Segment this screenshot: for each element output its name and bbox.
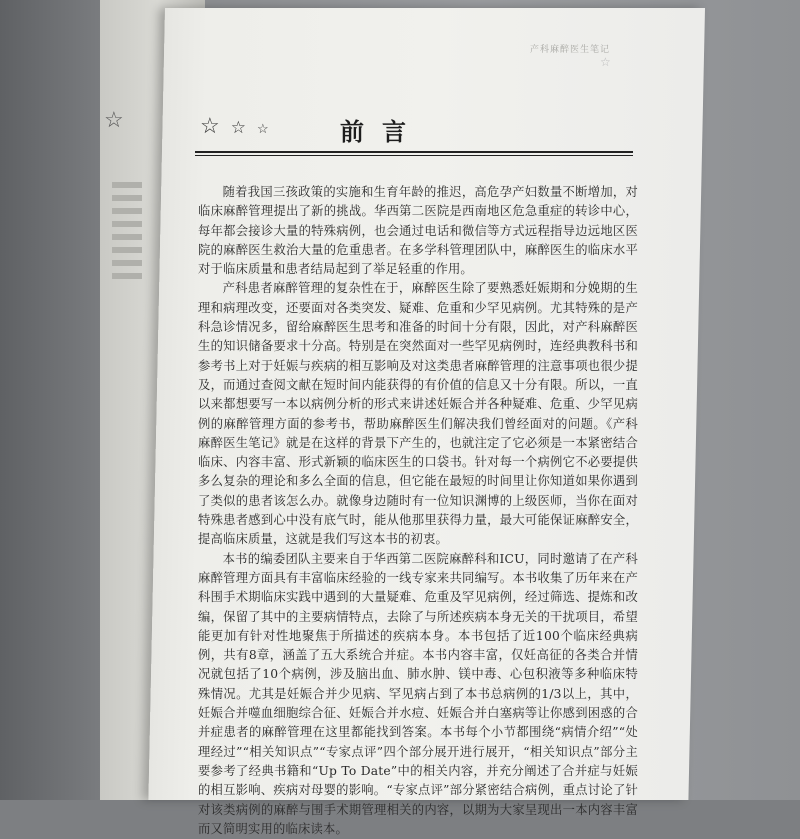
heading-stars [200, 114, 271, 139]
left-page-star-icon: ☆ [104, 108, 124, 133]
chapter-heading [200, 112, 630, 152]
paragraph: 产科患者麻醉管理的复杂性在于，麻醉医生除了要熟悉妊娠期和分娩期的生理和病理改变，还要面对各类突发、疑难、危重和少罕见病例。尤其特殊的是产科急诊情况多，留给麻醉医生思考和准备的时间十分有限，因此，对产科麻醉医生的知识储备要求十分高。特别是在突然面对一些罕见病例时，连经典教科书和参考书上对于妊娠与疾病的相互影响及对这类患者麻醉管理的注意事项也很少提及，而通过查阅文献在短时间内能获得的有价值的信息又十分有限。所以，一直以来都想要写一本以病例分析的形式来讲述妊娠合并各种疑难、危重、少罕见病例的麻醉管理方面的参考书，帮助麻醉医生们解决我们曾经面对的问题。《产科麻醉医生笔记》就是在这样的背景下产生的，也就注定了它必须是一本紧密结合临床、内容丰富、形式新颖的临床医生的口袋书。针对每一个病例它不必要提供多么复杂的理论和多么全面的信息，但它能在最短的时间里让你知道如果你遇到了类似的患者该怎么办。就像身边随时有一位知识渊博的上级医师，当你在面对特殊患者感到心中没有底气时，能从他那里获得力量，最大可能保证麻醉安全，提高临床质量，这就是我们写这本书的初衷。 [198, 281, 638, 547]
corner-star-icon: ☆ [600, 55, 611, 69]
star-icon: ☆ [200, 114, 222, 139]
left-page-text-fragments [112, 175, 142, 286]
heading-rule-thick [195, 151, 633, 153]
page-title: 前言 [340, 118, 424, 146]
star-icon: ☆ [230, 118, 248, 138]
preface-body [198, 183, 638, 839]
paragraph: 随着我国三孩政策的实施和生育年龄的推迟，高危孕产妇数量不断增加，对临床麻醉管理提出了新的挑战。华西第二医院是西南地区危急重症的转诊中心，每年都会接诊大量的特殊病例，也会通过电话和微信等方式远程指导边远地区医院的麻醉医生救治大量的危重患者。在多学科管理团队中，麻醉医生的临床水平对于临床质量和患者结局起到了举足轻重的作用。 [198, 185, 638, 277]
running-head: 产科麻醉医生笔记 [529, 45, 610, 55]
star-icon: ☆ [256, 122, 271, 137]
heading-rule-thin [195, 155, 633, 156]
paragraph: 本书的编委团队主要来自于华西第二医院麻醉科和ICU，同时邀请了在产科麻醉管理方面具有丰富临床经验的一线专家来共同编写。本书收集了历年来在产科围手术期临床实践中遇到的大量疑难、危重及罕见病例，经过筛选、提炼和改编，保留了其中的主要病情特点，去除了与所述疾病本身无关的干扰项目，希望能更加有针对性地聚焦于所描述的疾病本身。本书包括了近100个临床经典病例，共有8章，涵盖了五大系统合并症。本书内容丰富，仅妊高征的各类合并情况就包括了10个病例，涉及脑出血、肺水肿、镁中毒、心包积液等多种临床特殊情况。尤其是妊娠合并少见病、罕见病占到了本书总病例的1/3以上，其中，妊娠合并噬血细胞综合征、妊娠合并水痘、妊娠合并白塞病等让你感到困惑的合并症患者的麻醉管理在这里都能找到答案。本书每个小节都围绕“病情介绍”“处理经过”“相关知识点”“专家点评”四个部分展开进行展开，“相关知识点”部分主要参考了经典书籍和“Up To Date”中的相关内容，并充分阐述了合并症与妊娠的相互影响、疾病对母婴的影响。“专家点评”部分紧密结合病例，重点讨论了针对该类病例的麻醉与围手术期管理相关的内容，以期为大家呈现出一本内容丰富而又简明实用的临床读本。 [198, 551, 638, 836]
